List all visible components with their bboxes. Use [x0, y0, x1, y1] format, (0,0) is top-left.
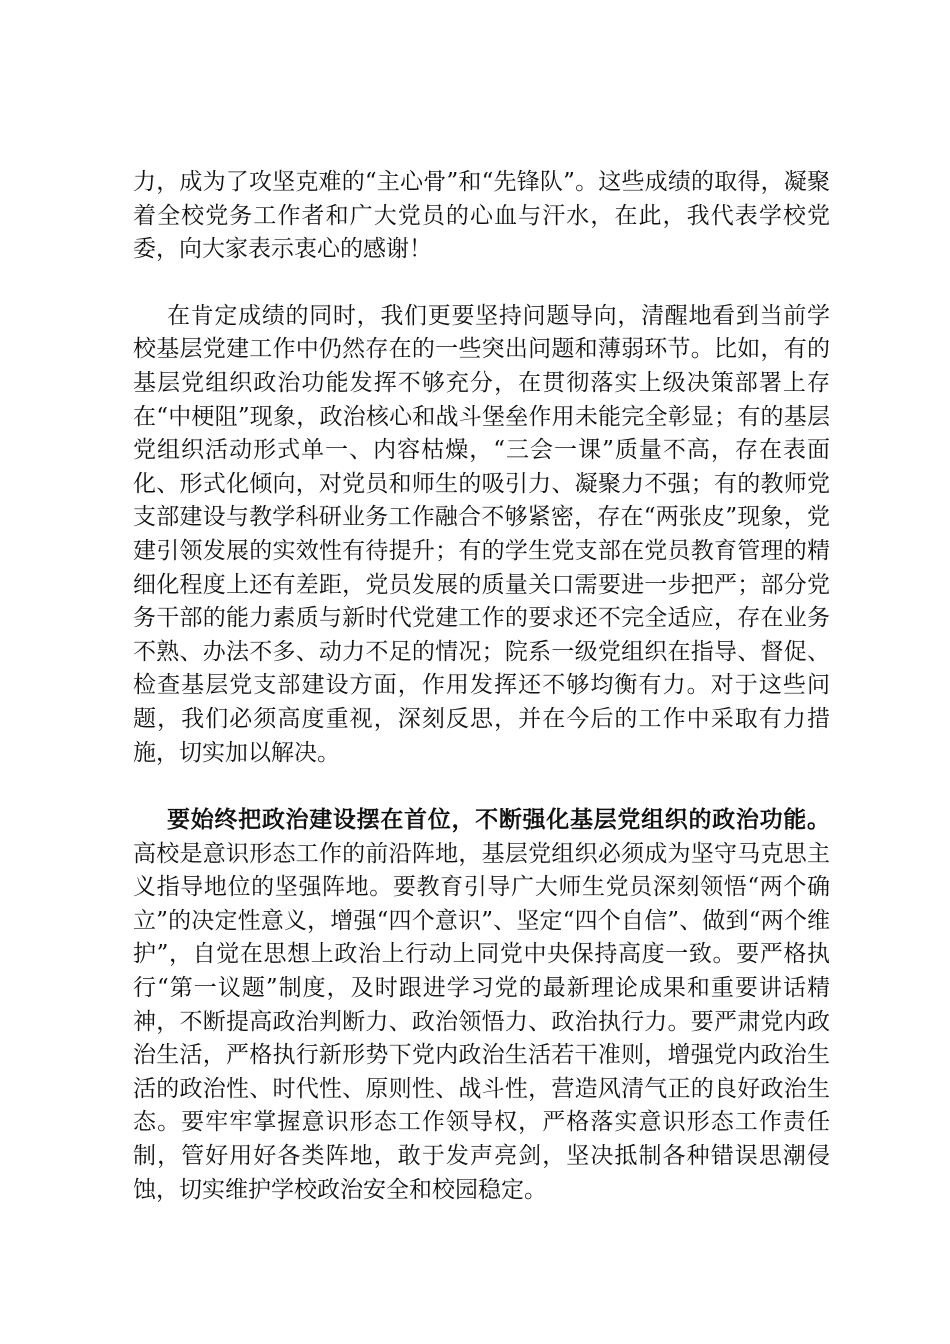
document-page	[133, 166, 830, 1207]
paragraph-gap	[133, 267, 830, 300]
paragraph-gap	[133, 770, 830, 803]
paragraph-heading: 要始终把政治建设摆在首位，不断强化基层党组织的政治功能。	[167, 806, 830, 834]
paragraph-problems: 在肯定成绩的同时，我们更要坚持问题导向，清醒地看到当前学校基层党建工作中仍然存在的一些突出问题和薄弱环节。比如，有的基层党组织政治功能发挥不够充分，在贯彻落实上级决策部署上存在“中梗阻”现象，政治核心和战斗堡垒作用未能完全彰显；有的基层党组织活动形式单一、内容枯燥，“三会一课”质量不高，存在表面化、形式化倾向，对党员和师生的吸引力、凝聚力不强；有的教师党支部建设与教学科研业务工作融合不够紧密，存在“两张皮”现象，党建引领发展的实效性有待提升；有的学生党支部在党员教育管理的精细化程度上还有差距，党员发展的质量关口需要进一步把严；部分党务干部的能力素质与新时代党建工作的要求还不完全适应，存在业务不熟、办法不多、动力不足的情况；院系一级党组织在指导、督促、检查基层党支部建设方面，作用发挥还不够均衡有力。对于这些问题，我们必须高度重视，深刻反思，并在今后的工作中采取有力措施，切实加以解决。	[133, 302, 830, 766]
paragraph-political-building	[133, 803, 830, 1207]
paragraph-continuation: 力，成为了攻坚克难的“主心骨”和“先锋队”。这些成绩的取得，凝聚着全校党务工作者和广大党员的心血与汗水，在此，我代表学校党委，向大家表示衷心的感谢！	[133, 169, 830, 263]
paragraph-body: 高校是意识形态工作的前沿阵地，基层党组织必须成为坚守马克思主义指导地位的坚强阵地。要教育引导广大师生党员深刻领悟“两个确立”的决定性意义，增强“四个意识”、坚定“四个自信”、做到“两个维护”，自觉在思想上政治上行动上同党中央保持高度一致。要严格执行“第一议题”制度，及时跟进学习党的最新理论成果和重要讲话精神，不断提高政治判断力、政治领悟力、政治执行力。要严肃党内政治生活，严格执行新形势下党内政治生活若干准则，增强党内政治生活的政治性、时代性、原则性、战斗性，营造风清气正的良好政治生态。要牢牢掌握意识形态工作领导权，严格落实意识形态工作责任制，管好用好各类阵地，敢于发声亮剑，坚决抵制各种错误思潮侵蚀，切实维护学校政治安全和校园稳定。	[133, 840, 830, 1203]
